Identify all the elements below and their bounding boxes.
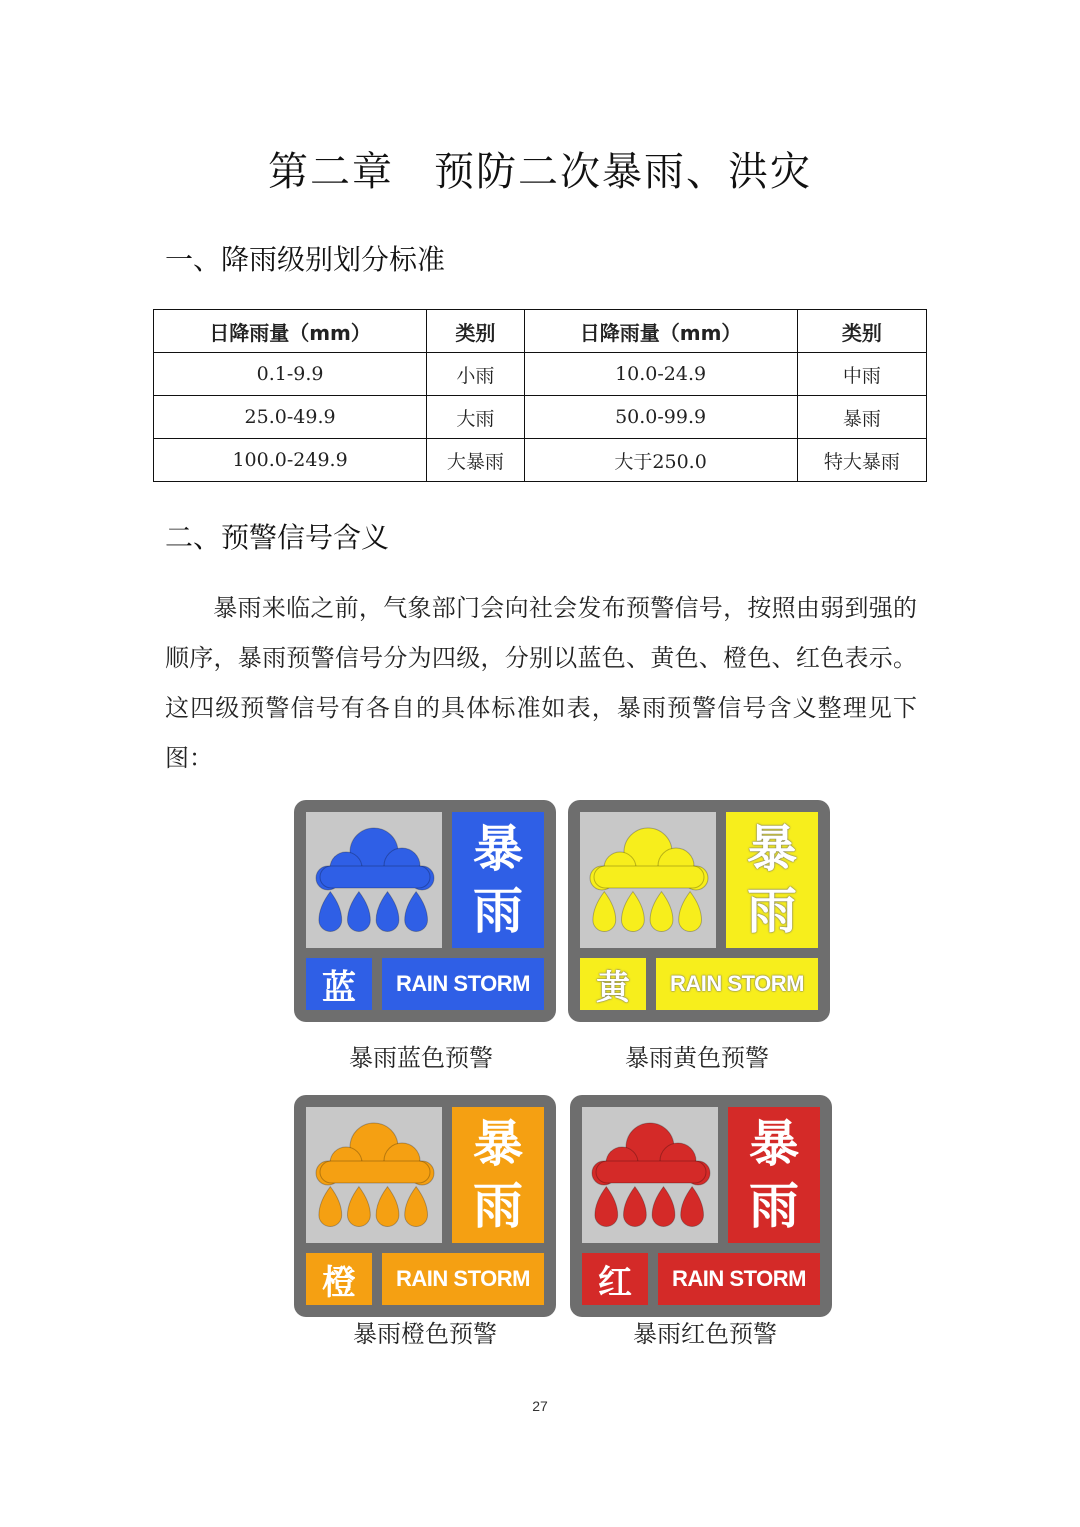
table-cell: 0.1-9.9 <box>154 353 427 396</box>
body-paragraph <box>165 583 917 783</box>
table-cell: 大雨 <box>427 396 524 439</box>
rain-char: 雨 <box>473 1177 523 1235</box>
table-cell: 大暴雨 <box>427 439 524 482</box>
section-heading-rain-levels: 一、降雨级别划分标准 <box>165 243 446 276</box>
level-char: 蓝 <box>306 958 372 1010</box>
storm-char: 暴 <box>473 1115 523 1173</box>
rain-char: 雨 <box>473 882 523 940</box>
rainfall-level-table <box>153 309 927 482</box>
english-label: RAIN STORM <box>656 958 818 1010</box>
sign-caption: 暴雨黄色预警 <box>625 1044 769 1072</box>
english-label: RAIN STORM <box>382 958 544 1010</box>
rainstorm-red-warning-sign <box>570 1095 832 1317</box>
table-cell: 特大暴雨 <box>797 439 926 482</box>
cloud-rain-icon <box>306 1107 442 1243</box>
section-heading-warning-signals: 二、预警信号含义 <box>165 521 390 554</box>
rainstorm-blue-warning-sign <box>294 800 556 1022</box>
table-cell: 10.0-24.9 <box>524 353 797 396</box>
level-char: 红 <box>582 1253 648 1305</box>
storm-char: 暴 <box>747 820 797 878</box>
table-cell: 50.0-99.9 <box>524 396 797 439</box>
level-char: 黄 <box>580 958 646 1010</box>
rain-char: 雨 <box>749 1177 799 1235</box>
storm-word-panel <box>452 812 544 948</box>
table-header: 类别 <box>797 310 926 353</box>
rain-char: 雨 <box>747 882 797 940</box>
table-cell: 暴雨 <box>797 396 926 439</box>
table-row <box>154 396 927 439</box>
rainstorm-orange-warning-sign <box>294 1095 556 1317</box>
table-cell: 中雨 <box>797 353 926 396</box>
table-header: 类别 <box>427 310 524 353</box>
sign-caption: 暴雨蓝色预警 <box>349 1044 493 1072</box>
table-row <box>154 439 927 482</box>
rainstorm-yellow-warning-sign <box>568 800 830 1022</box>
storm-word-panel <box>728 1107 820 1243</box>
table-header: 日降雨量（mm） <box>524 310 797 353</box>
english-label: RAIN STORM <box>382 1253 544 1305</box>
chapter-name: 预防二次暴雨、洪灾 <box>434 149 812 195</box>
level-char: 橙 <box>306 1253 372 1305</box>
table-header-row <box>154 310 927 353</box>
storm-char: 暴 <box>473 820 523 878</box>
storm-word-panel <box>726 812 818 948</box>
chapter-prefix: 第二章 <box>268 149 394 195</box>
cloud-rain-icon <box>582 1107 718 1243</box>
table-cell: 大于250.0 <box>524 439 797 482</box>
storm-char: 暴 <box>749 1115 799 1173</box>
page-number: 27 <box>532 1398 548 1414</box>
cloud-rain-icon <box>306 812 442 948</box>
cloud-rain-icon <box>580 812 716 948</box>
table-header: 日降雨量（mm） <box>154 310 427 353</box>
table-cell: 100.0-249.9 <box>154 439 427 482</box>
chapter-title <box>0 140 1080 197</box>
storm-word-panel <box>452 1107 544 1243</box>
table-row <box>154 353 927 396</box>
sign-caption: 暴雨红色预警 <box>633 1320 777 1348</box>
sign-caption: 暴雨橙色预警 <box>353 1320 497 1348</box>
table-cell: 25.0-49.9 <box>154 396 427 439</box>
english-label: RAIN STORM <box>658 1253 820 1305</box>
table-cell: 小雨 <box>427 353 524 396</box>
paragraph-text: 暴雨来临之前，气象部门会向社会发布预警信号，按照由弱到强的顺序，暴雨预警信号分为四级，分别以蓝色、黄色、橙色、红色表示。这四级预警信号有各自的具体标准如表，暴雨预警信号含义整理见下图： <box>165 594 917 772</box>
